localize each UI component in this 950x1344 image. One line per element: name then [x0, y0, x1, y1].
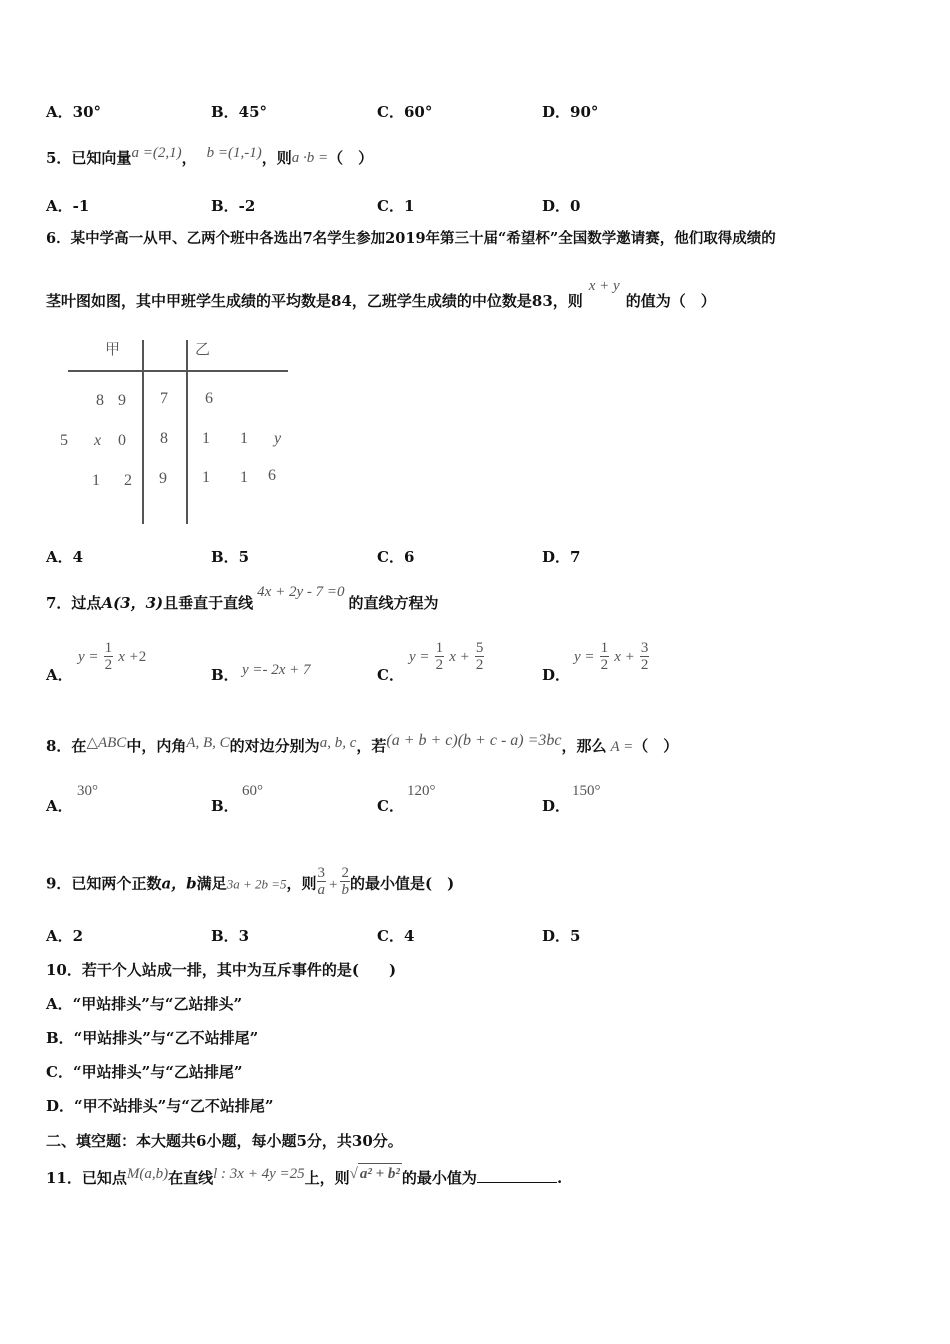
leaf-left: 1 [92, 472, 100, 489]
q11-end: . [556, 1169, 563, 1187]
q7-d-frac2 [640, 640, 650, 673]
q8-sides: a, b, c [319, 735, 357, 751]
q8-option-d: 150° [572, 783, 601, 799]
frac-num: 1 [435, 640, 444, 656]
q5-dot-product: a ·b = [291, 150, 329, 166]
q9-option-b: B．3 [211, 927, 250, 945]
q8-option-d-label: D． [542, 797, 571, 815]
q5-sep: ， [181, 149, 197, 167]
q7-c-x: x + [449, 649, 470, 665]
q7-a-x: x + [118, 649, 139, 665]
q9-plus: + [329, 876, 338, 893]
q11-question [46, 1168, 562, 1189]
q7-option-a [78, 640, 146, 673]
q7-option-d-label: D． [542, 666, 571, 684]
q8-mid2: 的对边分别为 [229, 737, 320, 755]
frac-num: 2 [341, 865, 349, 881]
q4-option-d: D．90° [542, 103, 599, 121]
q7-option-b-label: B． [211, 666, 239, 684]
q7-option-a-label: A． [46, 666, 73, 684]
frac-num: 3 [640, 640, 649, 656]
q7-option-c [409, 640, 484, 673]
q6-line2 [46, 278, 716, 312]
q5-option-d: D．0 [542, 197, 581, 215]
q9-vars: a，b [161, 874, 197, 893]
leaf-left: 0 [118, 432, 126, 449]
sqrt-icon: √ [349, 1166, 358, 1182]
q7-a-frac [104, 640, 114, 673]
q11-sqrt [350, 1164, 402, 1182]
frac-den: a [317, 882, 325, 898]
frac-den: 2 [104, 657, 113, 673]
q8-option-c-label: C． [377, 797, 404, 815]
frac-den: 2 [640, 657, 649, 673]
q9-option-a: A．2 [46, 927, 84, 945]
q7-option-b: y =- 2x + 7 [242, 662, 311, 678]
q11-prefix: 11．已知点 [46, 1169, 127, 1187]
section2-heading: 二、填空题：本大题共6小题，每小题5分，共30分。 [46, 1132, 403, 1150]
q4-option-b: B．45° [211, 103, 268, 121]
q10-option-c: C．“甲站排头”与“乙站排尾” [46, 1063, 243, 1081]
q8-mid4: ，那么 [561, 737, 607, 755]
frac-num: 3 [317, 865, 325, 881]
q7-a-const: 2 [138, 649, 147, 665]
q6-option-c: C．6 [377, 548, 415, 566]
q9-suffix: 的最小值是( ) [349, 874, 455, 893]
leaf-right-y: y [274, 430, 282, 447]
q5-vector-b: b =(1,-1) [206, 145, 262, 161]
q8-prefix: 8．在 [46, 737, 87, 755]
q7-suffix: 的直线方程为 [348, 594, 439, 612]
leaf-right: 1 [240, 469, 248, 486]
q8-option-a-label: A． [46, 797, 73, 815]
q7-prefix: 7．过点 [46, 594, 102, 612]
q6-option-a: A．4 [46, 548, 84, 566]
q9-question [46, 865, 455, 901]
frac-num: 5 [475, 640, 484, 656]
q9-mid1: 满足 [196, 874, 227, 893]
q5-option-a: A．-1 [46, 197, 90, 215]
q8-mid1: 中，内角 [126, 737, 187, 755]
q4-option-a: A．30° [46, 103, 102, 121]
q7-d-frac1 [600, 640, 610, 673]
leaf-left: 2 [124, 472, 132, 489]
stem-leaf-plot [60, 336, 300, 528]
q6-option-d: D．7 [542, 548, 581, 566]
q6-line2-suffix: 的值为（ ） [625, 292, 716, 310]
leaf-left: 8 [96, 392, 104, 409]
leaf-right: 1 [240, 430, 248, 447]
q7-d-y: y = [574, 649, 595, 665]
q5-mid: ，则 [261, 149, 292, 167]
q7-line: 4x + 2y - 7 =0 [257, 584, 345, 600]
q5-prefix: 5．已知向量 [46, 149, 132, 167]
q7-option-c-label: C． [377, 666, 404, 684]
leaf-left: 9 [118, 392, 126, 409]
leaf-right: 6 [205, 390, 213, 407]
q7-c-frac1 [435, 640, 445, 673]
q10-option-d: D．“甲不站排头”与“乙不站排尾” [46, 1097, 274, 1115]
q5-question [46, 145, 374, 169]
leaf-right: 1 [202, 469, 210, 486]
stem-value: 7 [160, 390, 168, 407]
frac-num: 1 [600, 640, 609, 656]
q7-d-x: x + [614, 649, 635, 665]
stem-header-right: 乙 [195, 342, 211, 358]
q8-option-c: 120° [407, 783, 436, 799]
q7-c-frac2 [475, 640, 485, 673]
leaf-right: 6 [268, 467, 276, 484]
q8-condition: (a + b + c)(b + c - a) =3bc [386, 732, 562, 749]
q5-suffix: （ ） [328, 149, 374, 167]
q6-expr: x + y [588, 278, 620, 294]
leaf-left-x: x [94, 432, 102, 449]
q10-option-b: B．“甲站排头”与“乙不站排尾” [46, 1029, 259, 1047]
q6-option-b: B．5 [211, 548, 250, 566]
q9-option-d: D．5 [542, 927, 581, 945]
frac-den: 2 [435, 657, 444, 673]
q7-mid: 且垂直于直线 [163, 594, 254, 612]
q5-vector-a: a =(2,1) [131, 145, 182, 161]
q6-line1: 6．某中学高一从甲、乙两个班中各选出7名学生参加2019年第三十届“希望杯”全国数学邀请赛，他们取得成绩的 [46, 230, 776, 247]
leaf-right: 1 [202, 430, 210, 447]
frac-num: 1 [104, 640, 113, 656]
stem-left-divider [142, 340, 144, 524]
stem-value: 8 [160, 430, 168, 447]
q5-option-b: B．-2 [211, 197, 256, 215]
q7-question [46, 584, 439, 614]
q11-radicand: a² + b² [358, 1163, 402, 1184]
q9-mid2: ，则 [286, 874, 317, 893]
q9-frac1 [317, 865, 327, 898]
q6-line2-prefix: 茎叶图如图，其中甲班学生成绩的平均数是84，乙班学生成绩的中位数是83，则 [46, 292, 583, 310]
q9-option-c: C．4 [377, 927, 415, 945]
q7-a-y: y = [78, 649, 99, 665]
q10-option-a: A．“甲站排头”与“乙站排头” [46, 995, 243, 1013]
q11-line: l : 3x + 4y =25 [213, 1166, 305, 1182]
leaf-left: 5 [60, 432, 68, 449]
stem-value: 9 [159, 470, 167, 487]
answer-blank[interactable] [477, 1168, 557, 1183]
q9-frac2 [340, 865, 350, 898]
q9-prefix: 9．已知两个正数 [46, 874, 162, 893]
q8-option-b-label: B． [211, 797, 239, 815]
stem-header-left: 甲 [105, 342, 121, 358]
q4-option-c: C．60° [377, 103, 433, 121]
q8-triangle: △ABC [86, 735, 127, 751]
q11-suffix: 的最小值为 [401, 1169, 477, 1187]
q8-angles: A, B, C [186, 735, 230, 751]
q8-question [46, 732, 679, 757]
q8-suffix: （ ） [633, 737, 679, 755]
q11-mid2: 上，则 [304, 1169, 350, 1187]
q10-question: 10．若干个人站成一排，其中为互斥事件的是( ) [46, 961, 397, 979]
q5-option-c: C．1 [377, 197, 415, 215]
q11-point: M(a,b) [126, 1166, 169, 1182]
q8-option-b: 60° [242, 783, 263, 799]
stem-header-divider [68, 370, 288, 372]
q9-constraint: 3a + 2b =5 [226, 876, 287, 892]
q8-ask: A = [610, 739, 634, 755]
q8-option-a: 30° [77, 783, 98, 799]
stem-right-divider [186, 340, 188, 524]
q11-mid1: 在直线 [168, 1169, 214, 1187]
q7-point: A(3，3) [101, 594, 164, 612]
frac-den: 2 [475, 657, 484, 673]
frac-den: b [341, 882, 349, 898]
frac-den: 2 [600, 657, 609, 673]
q7-option-d [574, 640, 649, 673]
q7-c-y: y = [409, 649, 430, 665]
q8-mid3: ，若 [356, 737, 387, 755]
